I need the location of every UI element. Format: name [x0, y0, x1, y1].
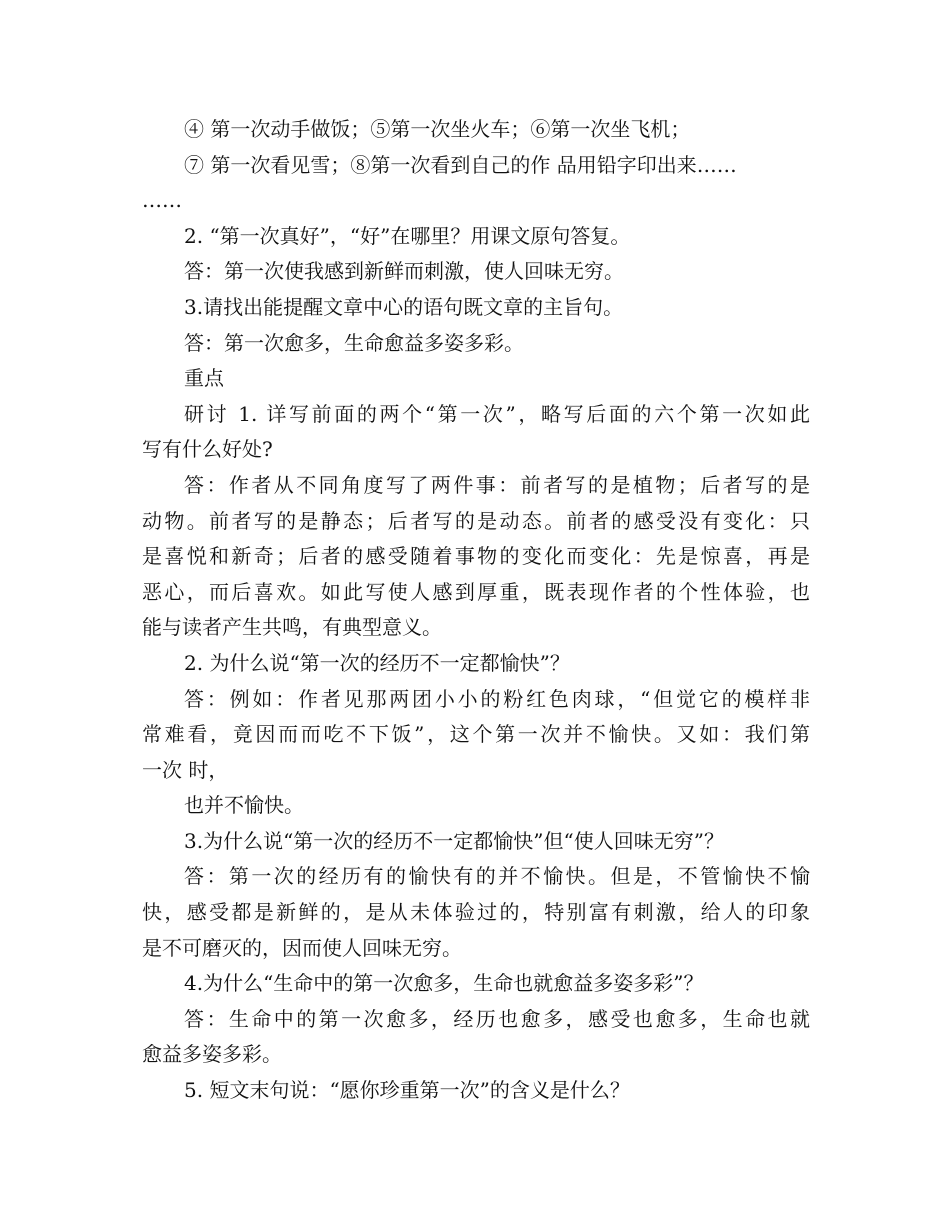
answer-line: 是不可磨灭的，因而使人回味无穷。 — [142, 935, 462, 960]
question-line: 4.为什么“生命中的第一次愈多，生命也就愈益多姿多彩”？ — [184, 971, 704, 996]
answer-line: 恶心，而后喜欢。如此写使人感到厚重，既表现作者的个性体验，也 — [142, 579, 810, 604]
answer-line: 答：第一次的经历有的愉快有的并不愉快。但是，不管愉快不愉 — [184, 864, 810, 889]
document-body — [142, 112, 810, 1109]
question-line: 2. 为什么说“第一次的经历不一定都愉快”？ — [184, 650, 570, 675]
text-line: ⑦ 第一次看见雪；⑧第一次看到自己的作 品用铅字印出来…… — [184, 152, 737, 177]
answer-line: 快，感受都是新鲜的，是从未体验过的，特别富有刺激，给人的印象 — [142, 900, 810, 925]
question-line: 2. “第一次真好”，“好”在哪里？用课文原句答复。 — [184, 223, 631, 248]
question-line: 3.为什么说“第一次的经历不一定都愉快”但“使人回味无穷”？ — [184, 828, 724, 853]
question-line: 研讨 1. 详写前面的两个“第一次”，略写后面的六个第一次如此 — [184, 401, 810, 426]
answer-line: 愈益多姿多彩。 — [142, 1042, 282, 1067]
answer-line: 答：生命中的第一次愈多，经历也愈多，感受也愈多，生命也就 — [184, 1006, 810, 1031]
answer-line: 常难看，竟因而而吃不下饭”，这个第一次并不愉快。又如：我们第 — [142, 722, 810, 747]
answer-line: 答：例如：作者见那两团小小的粉红色肉球，“但觉它的模样非 — [184, 686, 810, 711]
answer-line: 答：第一次使我感到新鲜而刺激，使人回味无穷。 — [184, 259, 624, 284]
question-line: 写有什么好处? — [142, 437, 273, 462]
text-line: ④ 第一次动手做饭；⑤第一次坐火车；⑥第一次坐飞机； — [184, 117, 691, 141]
answer-line: 能与读者产生共鸣，有典型意义。 — [142, 615, 442, 640]
answer-line: 动物。前者写的是静态；后者写的是动态。前者的感受没有变化：只 — [142, 508, 810, 533]
question-line: 5. 短文末句说：“愿你珍重第一次”的含义是什么？ — [184, 1078, 630, 1103]
answer-line: 是喜悦和新奇；后者的感受随着事物的变化而变化：先是惊喜，再是 — [142, 544, 810, 569]
question-line: 3.请找出能提醒文章中心的语句既文章的主旨句。 — [184, 294, 624, 319]
answer-line: 答：作者从不同角度写了两件事：前者写的是植物；后者写的是 — [184, 472, 810, 497]
section-heading: 重点 — [184, 366, 224, 391]
text-line: …… — [142, 188, 182, 213]
answer-line: 答：第一次愈多，生命愈益多姿多彩。 — [184, 330, 524, 355]
answer-line: 也并不愉快。 — [184, 793, 304, 818]
answer-line: 一次 时， — [142, 757, 229, 782]
